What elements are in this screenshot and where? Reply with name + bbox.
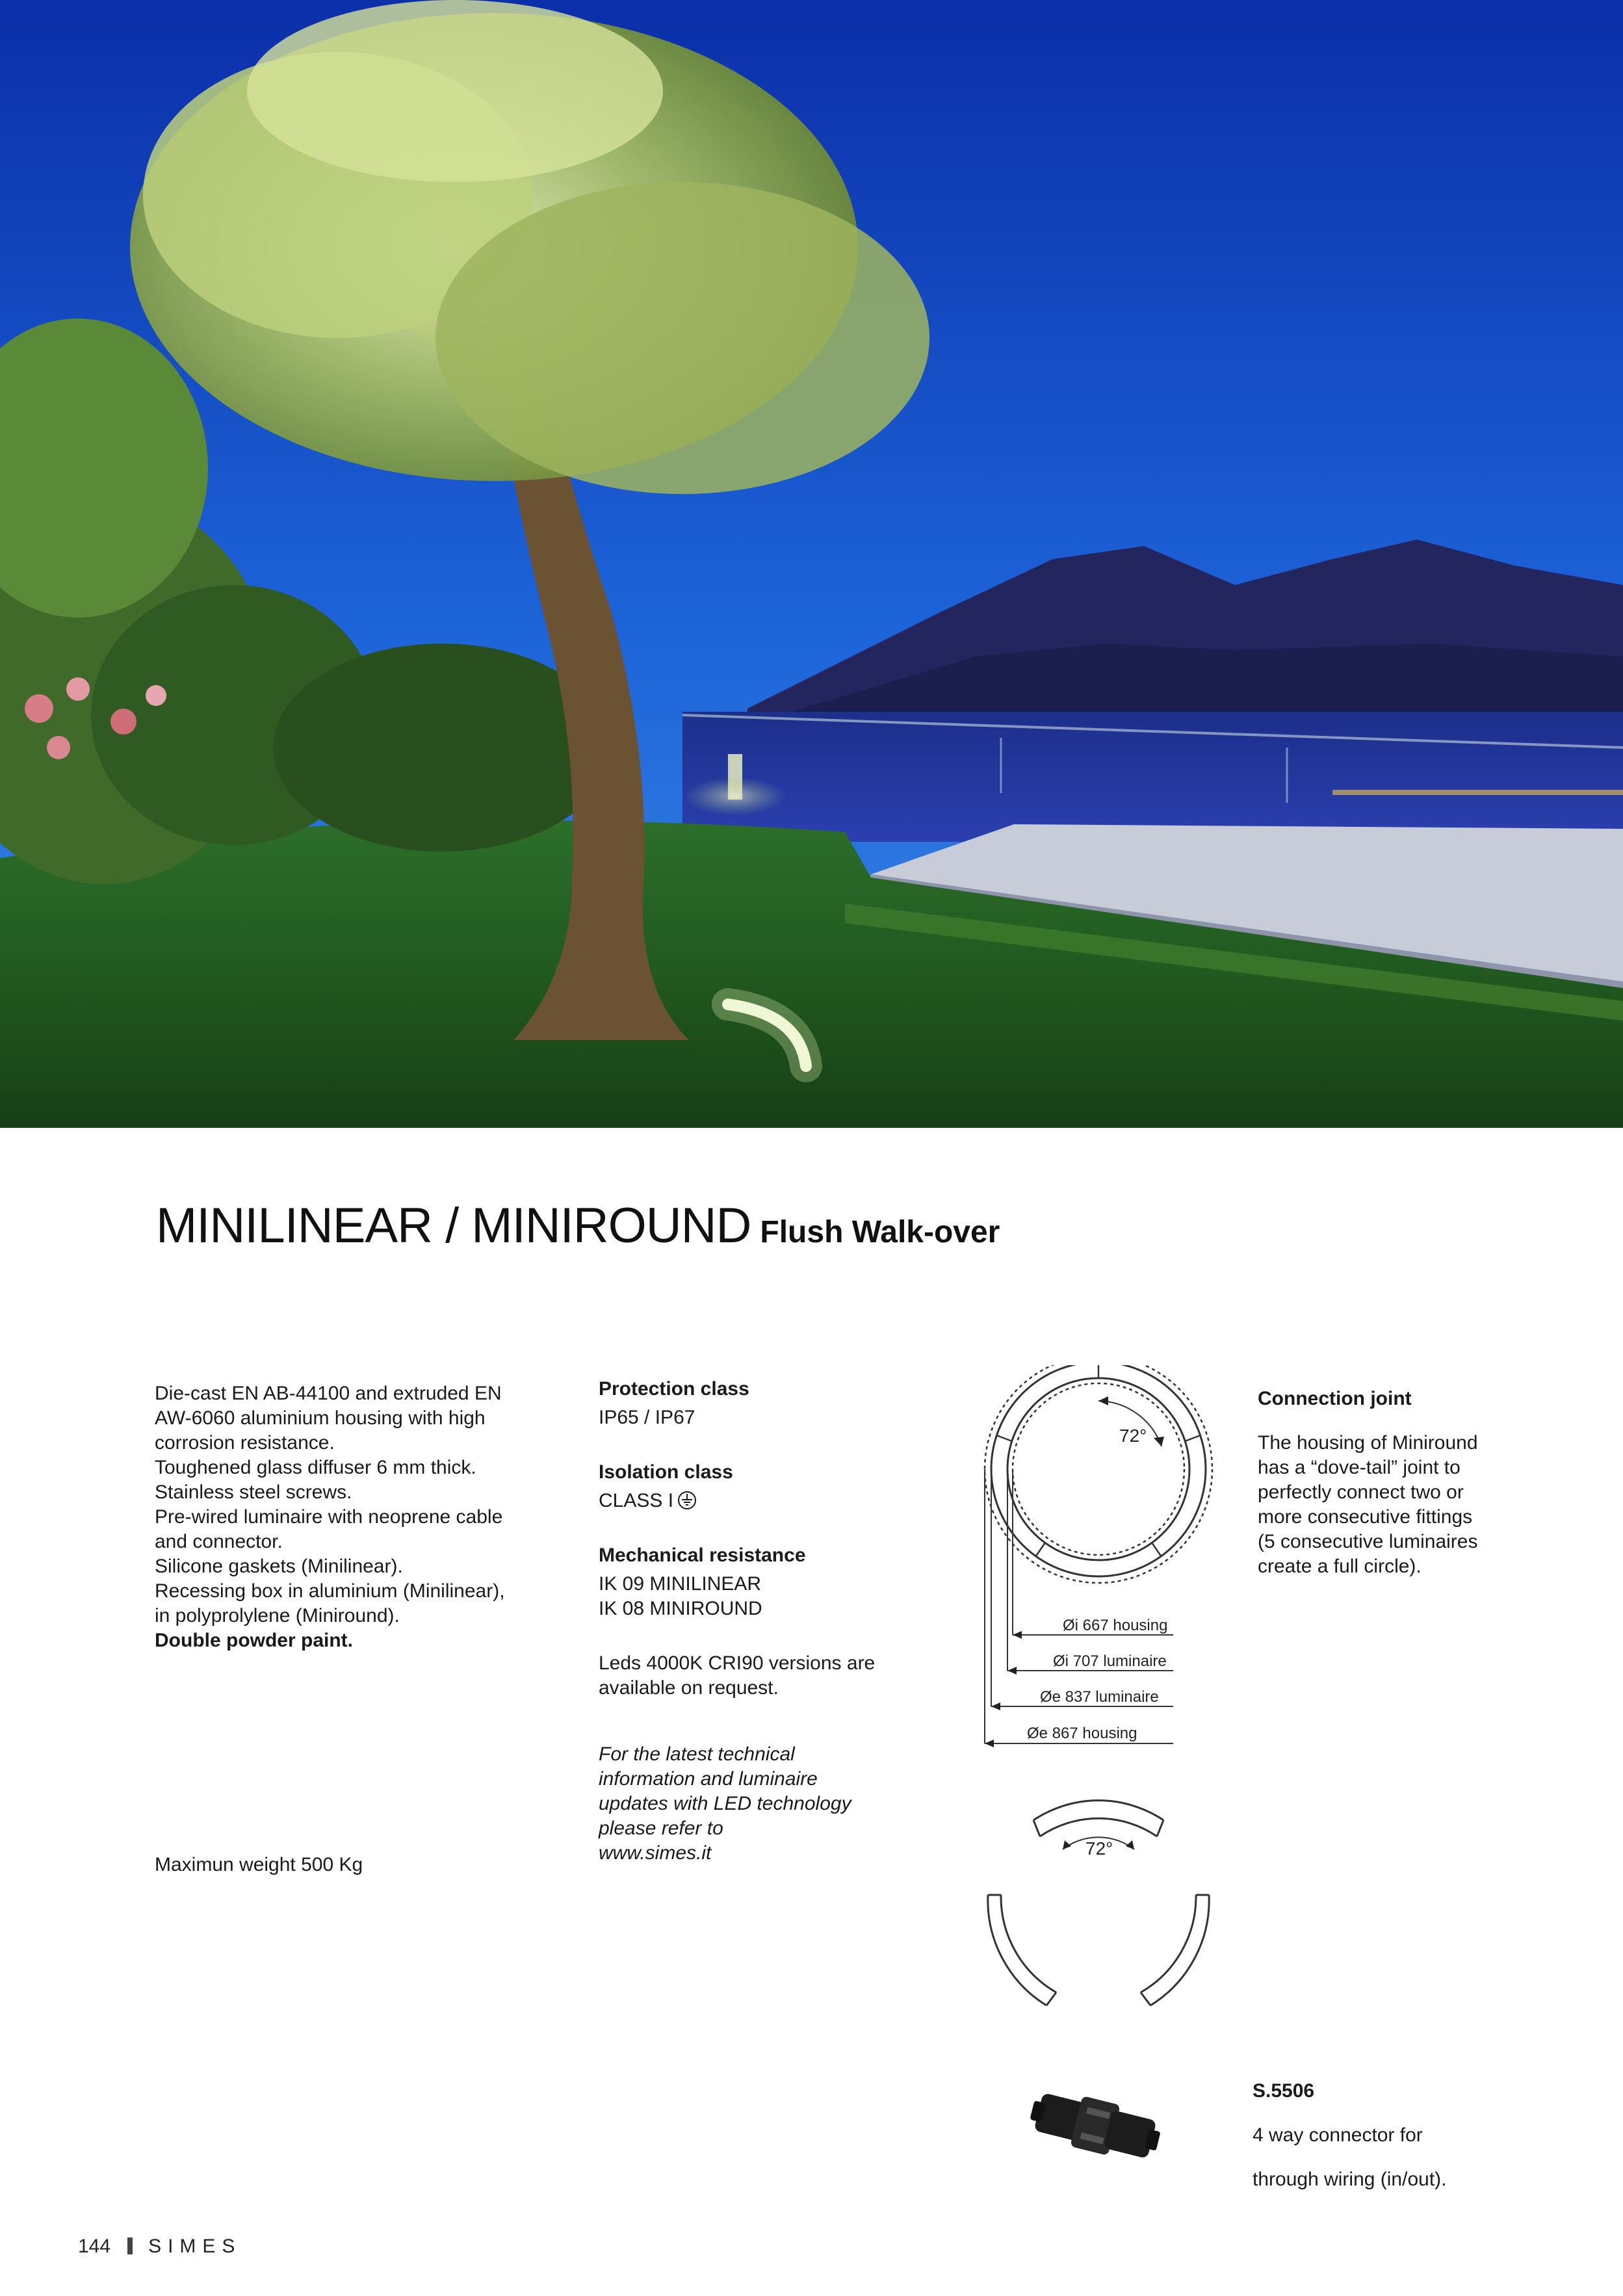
connection-line: (5 consecutive luminaires [1258, 1531, 1478, 1552]
description-line: Die-cast EN AB-44100 and extruded EN [155, 1383, 502, 1404]
connection-line: has a “dove-tail” joint to [1258, 1457, 1461, 1478]
earth-ground-icon [677, 1491, 697, 1510]
connector-code: S.5506 [1253, 2080, 1315, 2102]
leds-note [599, 1651, 937, 1701]
description-block [155, 1381, 545, 1653]
website-link[interactable]: www.simes.it [599, 1842, 712, 1864]
connector-block [1253, 2059, 1526, 2211]
arrowhead [1154, 1437, 1164, 1446]
ring-housing-inner [1013, 1383, 1184, 1555]
connection-joint-block [1258, 1387, 1518, 1579]
segment-angle-label: 72° [1085, 1838, 1113, 1859]
description-bold-line: Double powder paint. [155, 1630, 353, 1651]
description-line: Pre-wired luminaire with neoprene cable [155, 1506, 503, 1528]
spec-label: Isolation class [599, 1461, 733, 1483]
footer-divider [127, 2237, 133, 2254]
spec-value: IK 08 MINIROUND [599, 1598, 762, 1619]
spec-label: Protection class [599, 1378, 749, 1400]
description-line: Silicone gaskets (Minilinear). [155, 1556, 403, 1577]
miniround-diagram [972, 1365, 1225, 2022]
arrowhead [985, 1740, 994, 1747]
connection-line: more consecutive fittings [1258, 1506, 1473, 1528]
note-line: available on request. [599, 1677, 779, 1699]
spec-value: IK 09 MINILINEAR [599, 1573, 762, 1595]
connector-icon [1024, 2080, 1167, 2171]
website-note [599, 1742, 937, 1866]
connection-line: create a full circle). [1258, 1556, 1422, 1577]
dimension-label: Øe 867 housing [1027, 1725, 1137, 1742]
page-number: 144 [78, 2236, 111, 2257]
connector-line: through wiring (in/out). [1253, 2169, 1447, 2190]
arrowhead [1007, 1667, 1017, 1675]
description-line: Recessing box in aluminium (Minilinear), [155, 1580, 505, 1602]
page-title [156, 1197, 1000, 1254]
mechanical-resistance [599, 1543, 937, 1621]
spec-label: Mechanical resistance [599, 1545, 806, 1566]
title-main: MINILINEAR / MINIROUND [156, 1198, 751, 1253]
connector-photo [1024, 2080, 1167, 2171]
note-line: please refer to [599, 1818, 723, 1839]
description-line: and connector. [155, 1531, 283, 1552]
hero-photo [0, 0, 1623, 1128]
note-line: information and luminaire [599, 1768, 818, 1790]
connection-line: The housing of Miniround [1258, 1432, 1478, 1454]
description-line: corrosion resistance. [155, 1432, 335, 1454]
spec-value-row [599, 1489, 937, 1513]
isolation-class [599, 1460, 937, 1513]
page-footer [78, 2236, 241, 2258]
spec-value: CLASS I [599, 1490, 674, 1511]
note-line: Leds 4000K CRI90 versions are [599, 1652, 876, 1674]
description-line: Toughened glass diffuser 6 mm thick. [155, 1457, 476, 1478]
protection-class [599, 1377, 937, 1430]
ring-luminaire-inner [1007, 1378, 1189, 1560]
spec-value: IP65 / IP67 [599, 1407, 695, 1428]
connection-joint-label: Connection joint [1258, 1388, 1412, 1409]
dimension-label: Øi 707 luminaire [1053, 1652, 1167, 1670]
arrowhead [1013, 1631, 1022, 1639]
angle-label: 72° [1119, 1426, 1147, 1446]
dimension-label: Øi 667 housing [1063, 1617, 1168, 1634]
connector-line: 4 way connector for [1253, 2124, 1423, 2146]
max-weight: Maximun weight 500 Kg [155, 1854, 363, 1875]
note-line: updates with LED technology [599, 1793, 851, 1814]
dimension-label: Øe 837 luminaire [1040, 1688, 1159, 1706]
garden-night-scene [0, 0, 1623, 1128]
brand-name: SIMES [148, 2236, 242, 2257]
title-sub: Flush Walk-over [760, 1215, 1000, 1249]
ring-luminaire-outer [991, 1365, 1206, 1576]
description-line: Stainless steel screws. [155, 1481, 352, 1503]
arrowhead [1098, 1396, 1108, 1405]
specs-block [599, 1377, 937, 1866]
note-line: For the latest technical [599, 1743, 795, 1765]
arrowhead [991, 1702, 1000, 1710]
connection-line: perfectly connect two or [1258, 1481, 1464, 1503]
description-line: AW-6060 aluminium housing with high [155, 1407, 486, 1429]
description-line: in polyprolylene (Miniround). [155, 1605, 400, 1626]
